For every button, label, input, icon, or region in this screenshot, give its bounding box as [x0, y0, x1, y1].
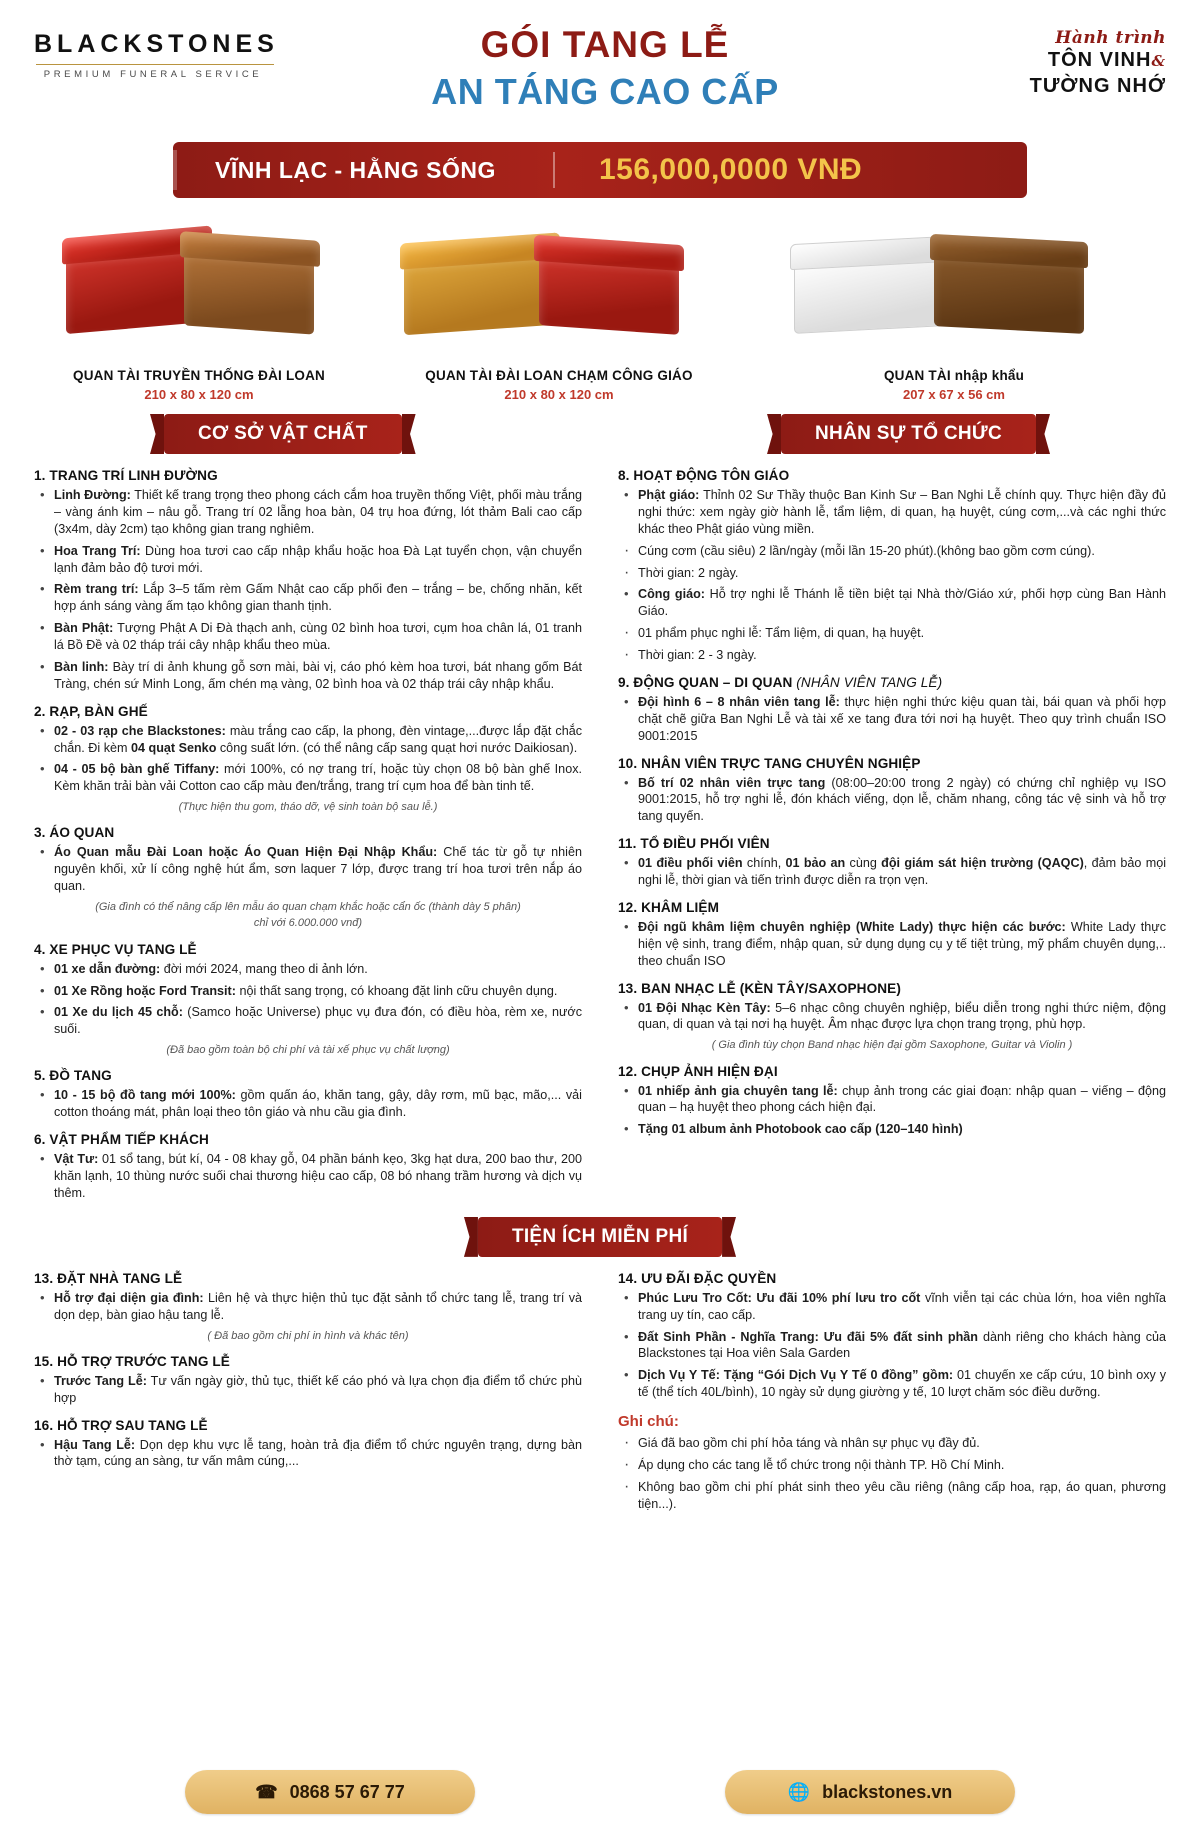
item-text: Hỗ trợ nghi lễ Thánh lễ tiền biệt tại Nhà thờ/Giáo xứ, phối hợp cùng Ban Hành Giáo.: [638, 587, 1166, 619]
section-banner-row: [34, 414, 1166, 454]
list-ho-tro-truoc-tang-le: [34, 1373, 582, 1407]
list-item: [34, 723, 582, 757]
note-rap-ban-ghe: (Thực hiện thu gom, tháo dỡ, vệ sinh toàn bộ sau lễ.): [178, 801, 438, 814]
list-kham-liem: [618, 919, 1166, 970]
brand-block: [34, 22, 294, 80]
coffin-dimensions: 210 x 80 x 120 cm: [504, 387, 614, 402]
free-right-column: [618, 1271, 1166, 1518]
list-item: [618, 1083, 1166, 1117]
price-banner: [173, 142, 1027, 198]
item-text: 01 phẩm phục nghi lễ: Tẩm liệm, di quan, hạ huyệt.: [638, 626, 925, 641]
notes-title: Ghi chú:: [618, 1413, 679, 1431]
item-text: màu trắng cao cấp, la phong, đèn vintage,...được lắp đặt chắc chắn. Đi kèm: [54, 723, 582, 755]
section-title-rap-ban-ghe: 2. RẠP, BÀN GHẾ: [34, 703, 148, 719]
item-text: thực hiện nghi thức kiệu quan tài, bái quan và phối hợp chặt chẽ giữa Ban Nghi Lễ và tài xế xe tang đưa tới nơi hạ huyệt. Theo quy trình chuẩn ISO 9001:2015: [638, 694, 1166, 743]
list-item: [34, 581, 582, 615]
list-item: [618, 1290, 1166, 1324]
item-text: White Lady thực hiện vệ sinh, trang điểm, nhập quan, sử dụng dụng cụ y tế tiệt trùng, mỹ phẩm chuyên dụng,.. theo chuẩn ISO: [638, 919, 1167, 968]
list-hoat-dong-ton-giao: [618, 487, 1166, 664]
item-label: 01 xe dẫn đường:: [54, 961, 161, 976]
list-vat-pham-tiep-khach: [34, 1151, 582, 1202]
section-title-ao-quan: 3. ÁO QUAN: [34, 825, 115, 841]
coffin-name: QUAN TÀI nhập khẩu: [883, 368, 1025, 383]
item-text: Không bao gồm chi phí phát sinh theo yêu cầu riêng (nâng cấp hoa, rạp, áo quan, phương tiện...).: [638, 1479, 1166, 1511]
section-title-vat-pham-tiep-khach: 6. VẬT PHẨM TIẾP KHÁCH: [34, 1132, 209, 1148]
list-item: [34, 1373, 582, 1407]
note-ao-quan-1: (Gia đình có thể nâng cấp lên mẫu áo quan chạm khắc hoặc cẩn ốc (thành dày 5 phân): [95, 901, 521, 914]
list-rap-ban-ghe: [34, 723, 582, 796]
coffin-gallery: [34, 210, 1166, 402]
item-label: 04 - 05 bộ bàn ghế Tiffany:: [54, 762, 220, 777]
item-text: Bày trí di ảnh khung gỗ sơn mài, bài vị, cáo phó kèm hoa tươi, bát nhang gốm Bát Tràng, chén sứ Minh Long, ấm chén mạ vàng, 02 bình hoa và 02 tháp trái cây nhập khẩu.: [54, 659, 582, 691]
item-label: 10 - 15 bộ đồ tang mới 100%:: [54, 1088, 236, 1103]
item-label: Phật giáo:: [638, 488, 700, 502]
free-left-column: [34, 1271, 582, 1518]
list-item: [618, 543, 1166, 560]
list-item: [34, 983, 582, 1000]
list-item: [34, 543, 582, 577]
item-text: Áp dụng cho các tang lễ tổ chức trong nội thành TP. Hồ Chí Minh.: [638, 1457, 1005, 1472]
list-item: [618, 694, 1166, 745]
coffin-item: [754, 210, 1154, 402]
item-text: chụp ảnh trong các giai đoạn: nhập quan – viếng – động quan – hạ huyệt theo phong cách hiện đại.: [638, 1083, 1166, 1115]
website-pill[interactable]: [725, 1770, 1015, 1814]
list-item: [618, 647, 1166, 664]
coffin-item: [364, 210, 754, 402]
list-item: [618, 1435, 1166, 1452]
item-text: mới 100%, có nợ trang trí, hoặc tùy chọn 08 bộ bàn ghế Inox. Kèm khăn trải bàn vải Cotton cao cấp màu đen/trắng, trang trí cụm hoa để bàn tinh tế.: [54, 762, 582, 794]
coffin-dimensions: 207 x 67 x 56 cm: [903, 387, 1005, 402]
coffin-image-traditional: [34, 210, 364, 360]
section-title-xe-phuc-vu: 4. XE PHỤC VỤ TANG LỄ: [34, 941, 197, 957]
phone-icon: ☎: [255, 1781, 278, 1802]
item-text: 01 chuyến xe cấp cứu, 10 bình oxy y tế (thể tích 40L/bình), 10 ngày sử dụng giường y tế, 10 lượt chăm sóc điều dưỡng.: [638, 1368, 1167, 1400]
list-uu-dai-dac-quyen: [618, 1290, 1166, 1401]
list-ho-tro-sau-tang-le: [34, 1437, 582, 1471]
section-title-trang-tri-linh-duong: 1. TRANG TRÍ LINH ĐƯỜNG: [34, 468, 218, 483]
section-title-ban-nhac-le: 13. BAN NHẠC LỄ (KÈN TÂY/SAXOPHONE): [618, 980, 901, 996]
list-ban-nhac-le: [618, 1000, 1166, 1034]
item-label: Bàn Phật:: [54, 621, 114, 636]
honor-line-1-text: TÔN VINH: [1047, 49, 1152, 71]
list-item: [618, 565, 1166, 582]
banner-free-utilities: TIỆN ÍCH MIỄN PHÍ: [478, 1217, 722, 1257]
item-label: Công giáo:: [638, 587, 705, 602]
item-label: Trước Tang Lễ:: [54, 1373, 147, 1388]
phone-number: 0868 57 67 77: [289, 1781, 405, 1802]
item-label: Áo Quan mẫu Đài Loan hoặc Áo Quan Hiện Đại Nhập Khẩu:: [54, 845, 438, 860]
item-text: (Samco hoặc Universe) phục vụ đưa đón, có điều hòa, rèm xe, nước suối.: [54, 1005, 582, 1037]
main-content: [34, 468, 1166, 1207]
list-chup-anh-hien-dai: [618, 1083, 1166, 1139]
honor-block: [916, 22, 1166, 98]
list-item: [34, 1290, 582, 1324]
list-item: [34, 961, 582, 978]
item-label-2: 01 bảo an: [785, 856, 846, 871]
right-column: [618, 468, 1166, 1207]
item-text: dành riêng cho khách hàng của Blackstones tại Hoa viên Sala Garden: [638, 1329, 1166, 1361]
item-label: Đội hình 6 – 8 nhân viên tang lễ:: [638, 694, 840, 709]
section-title-kham-liem: 12. KHÂM LIỆM: [618, 899, 719, 915]
list-item: [618, 919, 1166, 970]
item-label: 01 nhiếp ảnh gia chuyên tang lễ:: [638, 1083, 838, 1098]
item-label: 02 - 03 rạp che Blackstones:: [54, 723, 226, 738]
section-title-hoat-dong-ton-giao: 8. HOẠT ĐỘNG TÔN GIÁO: [618, 468, 790, 483]
section-title-dat-nha-tang-le: 13. ĐẶT NHÀ TANG LỄ: [34, 1270, 183, 1286]
section-title-to-dieu-phoi-vien: 11. TỔ ĐIỀU PHỐI VIÊN: [618, 836, 770, 852]
list-item: [34, 659, 582, 693]
item-text: Dùng hoa tươi cao cấp nhập khẩu hoặc hoa Đà Lạt tuyển chọn, vận chuyển lạnh đảm bảo độ tươi mới.: [54, 543, 582, 575]
list-ghi-chu: [618, 1435, 1166, 1513]
item-label: Hậu Tang Lễ:: [54, 1437, 136, 1452]
page-title: GÓI TANG LỄ: [480, 24, 730, 65]
page-subtitle: AN TÁNG CAO CẤP: [431, 71, 779, 112]
list-xe-phuc-vu: [34, 961, 582, 1039]
list-item: [618, 1457, 1166, 1474]
item-text: vĩnh viễn tại các chùa lớn, hoa viên nghĩa trang uy tín, cao cấp.: [638, 1290, 1167, 1322]
list-item: [618, 855, 1166, 889]
list-item: [618, 1121, 1166, 1138]
item-label-3: đội giám sát hiện trường (QAQC): [881, 856, 1084, 871]
item-label: 01 Đội Nhạc Kèn Tây:: [638, 1000, 771, 1015]
item-text: đời mới 2024, mang theo di ảnh lớn.: [160, 961, 368, 976]
banner-personnel: NHÂN SỰ TỔ CHỨC: [781, 414, 1036, 454]
list-item: [34, 1437, 582, 1471]
free-utilities-content: [34, 1271, 1166, 1518]
item-label: Bàn linh:: [54, 659, 109, 674]
section-title-nhan-vien-truc-tang: 10. NHÂN VIÊN TRỰC TANG CHUYÊN NGHIỆP: [618, 755, 921, 771]
coffin-image-catholic: [364, 210, 754, 360]
list-item: [34, 487, 582, 538]
item-label: Hỗ trợ đại diện gia đình:: [54, 1290, 204, 1305]
list-item: [618, 775, 1166, 826]
item-label: Phúc Lưu Tro Cốt: Ưu đãi 10% phí lưu tro cốt: [638, 1290, 921, 1305]
section-title-ho-tro-sau-tang-le: 16. HỖ TRỢ SAU TANG LỄ: [34, 1417, 208, 1433]
list-ao-quan: [34, 844, 582, 895]
item-label-2: 04 quạt Senko: [131, 740, 217, 755]
section-title-text: 9. ĐỘNG QUAN – DI QUAN: [618, 674, 793, 690]
item-text: Thỉnh 02 Sư Thầy thuộc Ban Kinh Sư – Ban Nghi Lễ chính quy. Thực hiện đầy đủ nghi thức: xem ngày giờ hành lễ, tẩm liệm, di quan, hạ huyệt, cúng cơm,...và các nghi thức khác theo Phật giáo vùng miền.: [638, 488, 1167, 536]
honor-ampersand: &: [1151, 52, 1166, 70]
coffin-item: [34, 210, 364, 402]
item-text: Tượng Phật A Di Đà thạch anh, cùng 02 bình hoa tươi, cụm hoa chân lá, 01 tranh lá Bồ Đề và 02 tháp trái cây nhập khẩu theo mùa.: [54, 621, 582, 652]
item-text: (08:00–20:00 trong 2 ngày) có chứng chỉ nghiệp vụ ISO 9001:2015, hỗ trợ nghi lễ, đón khách viếng, dọn lễ, chăm nhang, công tác vệ sinh và hỗ trợ tang quyến.: [638, 775, 1167, 824]
item-label: Linh Đường:: [54, 488, 131, 502]
item-label: Vật Tư:: [54, 1152, 99, 1167]
website-url: blackstones.vn: [822, 1781, 953, 1802]
item-text: nội thất sang trọng, có khoang đặt linh cữu chuyên dụng.: [235, 983, 558, 998]
item-text: Chế tác từ gỗ tự nhiên nguyên khối, xử lí công nghệ hút ẩm, sơn laquer 7 lớp, được trang trí hoa tươi trên nắp áo quan.: [54, 845, 582, 894]
globe-icon: 🌐: [787, 1781, 811, 1802]
note-ao-quan-2: chỉ với 6.000.000 vnđ): [253, 917, 363, 930]
item-label: Hoa Trang Trí:: [54, 543, 141, 558]
item-text: 01 sổ tang, bút kí, 04 - 08 khay gỗ, 04 phần bánh kẹo, 3kg hạt dưa, 200 bao thư, 200 khăn lạnh, 10 thùng nước suối chai thương hiệu cao cấp, 08 bó nhang trầm hương và dịch vụ thêm.: [54, 1152, 582, 1200]
section-title-chup-anh-hien-dai: 12. CHỤP ẢNH HIỆN ĐẠI: [618, 1063, 778, 1079]
list-do-tang: [34, 1087, 582, 1121]
coffin-image-imported: [754, 210, 1154, 360]
list-item: [34, 1004, 582, 1038]
note-xe-phuc-vu: (Đã bao gồm toàn bộ chi phí và tài xế phục vụ chất lượng): [166, 1044, 450, 1057]
left-column: [34, 468, 582, 1207]
item-text: gồm quấn áo, khăn tang, gậy, dây rơm, mũ bạc, mão,... vải cotton thoáng mát, phân loại theo tôn giáo và nhu cầu gia đình.: [54, 1088, 582, 1120]
list-nhan-vien-truc-tang: [618, 775, 1166, 826]
coffin-name: QUAN TÀI TRUYỀN THỐNG ĐÀI LOAN: [73, 368, 325, 383]
item-label: Đất Sinh Phần - Nghĩa Trang: Ưu đãi 5% đất sinh phần: [638, 1329, 978, 1344]
list-item: [618, 1329, 1166, 1363]
list-item: [34, 620, 582, 654]
list-trang-tri-linh-duong: [34, 487, 582, 693]
brand-name: BLACKSTONES: [34, 30, 279, 58]
item-text: Tư vấn ngày giờ, thủ tục, thiết kế cáo phó và lựa chọn địa điểm tổ chức phù hợp: [54, 1373, 582, 1405]
list-item: [34, 1087, 582, 1121]
package-price: 156,000,0000 VNĐ: [599, 153, 863, 186]
section-title-dong-quan-di-quan: [618, 675, 1166, 690]
poster-header: [34, 22, 1166, 134]
list-dat-nha-tang-le: [34, 1290, 582, 1324]
list-item: [618, 1479, 1166, 1513]
item-text: Lắp 3–5 tấm rèm Gấm Nhật cao cấp phối đen – trắng – be, chống nhăn, kết hợp ánh sáng vàng ấm tạo không gian thanh tịnh.: [54, 582, 582, 614]
note-dat-nha-tang-le: ( Đã bao gồm chi phí in hình và khác tên): [207, 1329, 409, 1342]
item-label: Đội ngũ khâm liệm chuyên nghiệp (White Lady) thực hiện các bước:: [638, 919, 1066, 934]
list-item: [618, 487, 1166, 538]
item-text: Giá đã bao gồm chi phí hỏa táng và nhân sự phục vụ đầy đủ.: [638, 1436, 980, 1451]
list-to-dieu-phoi-vien: [618, 855, 1166, 889]
item-label: 01 Xe Rồng hoặc Ford Transit:: [54, 983, 236, 998]
item-label: Dịch Vụ Y Tế: Tặng “Gói Dịch Vụ Y Tế 0 đồng” gồm:: [638, 1368, 954, 1383]
item-text: Cúng cơm (cầu siêu) 2 lần/ngày (mỗi lần 15-20 phút).(không bao gồm cơm cúng).: [638, 543, 1095, 558]
section-title-ho-tro-truoc-tang-le: 15. HỖ TRỢ TRƯỚC TANG LỄ: [34, 1353, 230, 1369]
item-text: Thiết kế trang trọng theo phong cách cắm hoa truyền thống Việt, phối màu trắng – vàng ánh kim – nâu gỗ. Trang trí 02 lẵng hoa bàn, 04 trụ hoa đứng, lót thảm Bali cao cấp (3x4m, dày 2cm) tạo không gian trang nghiêm.: [54, 488, 582, 536]
section-title-do-tang: 5. ĐỒ TANG: [34, 1068, 112, 1084]
honor-line-1: [916, 49, 1166, 72]
brand-tagline: PREMIUM FUNERAL SERVICE: [43, 69, 263, 80]
section-title-uu-dai-dac-quyen: 14. ƯU ĐÃI ĐẶC QUYỀN: [618, 1270, 777, 1286]
list-item: [618, 1367, 1166, 1401]
free-banner-row: [34, 1217, 1166, 1257]
item-text: Dọn dẹp khu vực lễ tang, hoàn trả địa điểm tổ chức nguyên trạng, dựng bàn thờ tạm, cúng an sàng, tư vấn mâm cúng,...: [54, 1437, 582, 1469]
item-text: Thời gian: 2 - 3 ngày.: [638, 648, 757, 662]
item-text-2: công suất lớn. (có thể nâng cấp sang quạt hơi nước Daikiosan).: [216, 740, 578, 755]
coffin-name: QUAN TÀI ĐÀI LOAN CHẠM CÔNG GIÁO: [425, 368, 693, 383]
item-label: Rèm trang trí:: [54, 582, 139, 597]
item-label: Tặng 01 album ảnh Photobook cao cấp (120–140 hình): [638, 1122, 963, 1137]
honor-line-2: TƯỜNG NHỚ: [1029, 75, 1166, 97]
list-item: [618, 586, 1166, 620]
list-item: [618, 625, 1166, 642]
honor-script: Hành trình: [1055, 28, 1166, 48]
list-item: [34, 1151, 582, 1202]
phone-pill[interactable]: [185, 1770, 475, 1814]
list-item: [618, 1000, 1166, 1034]
brand-divider: [36, 64, 274, 65]
list-dong-quan: [618, 694, 1166, 745]
banner-facilities: CƠ SỞ VẬT CHẤT: [164, 414, 402, 454]
item-text: 5–6 nhạc công chuyên nghiệp, biểu diễn trong nghi thức niệm, động quan, di quan và tại nơi hạ huyệt. Âm nhạc được lựa chọn trang trọng, phù hợp.: [638, 1000, 1166, 1032]
package-name: VĨNH LẠC - HẰNG SỐNG: [215, 156, 496, 183]
item-text: Liên hệ và thực hiện thủ tục đặt sảnh tổ chức tang lễ, trang trí và dọn dẹp, bàn giao hậu tang lễ.: [54, 1290, 582, 1322]
item-label: Bố trí 02 nhân viên trực tang: [638, 775, 826, 790]
item-text-2: cùng: [845, 856, 882, 871]
footer-contact-bar: [0, 1770, 1200, 1814]
list-item: [34, 761, 582, 795]
item-label: 01 điều phối viên: [638, 856, 743, 871]
item-text: Thời gian: 2 ngày.: [638, 565, 739, 580]
coffin-dimensions: 210 x 80 x 120 cm: [144, 387, 254, 402]
item-label: 01 Xe du lịch 45 chỗ:: [54, 1005, 183, 1020]
item-text-3: , đảm bảo mọi nghi lễ, thời gian và tiến trình được diễn ra trọn vẹn.: [638, 856, 1166, 887]
note-ban-nhac-le: ( Gia đình tùy chọn Band nhạc hiện đại gồm Saxophone, Guitar và Violin ): [711, 1039, 1073, 1052]
item-text: chính,: [742, 856, 786, 871]
list-item: [34, 844, 582, 895]
title-block: [294, 22, 916, 113]
section-title-note: (NHÂN VIÊN TANG LỄ): [796, 674, 943, 690]
